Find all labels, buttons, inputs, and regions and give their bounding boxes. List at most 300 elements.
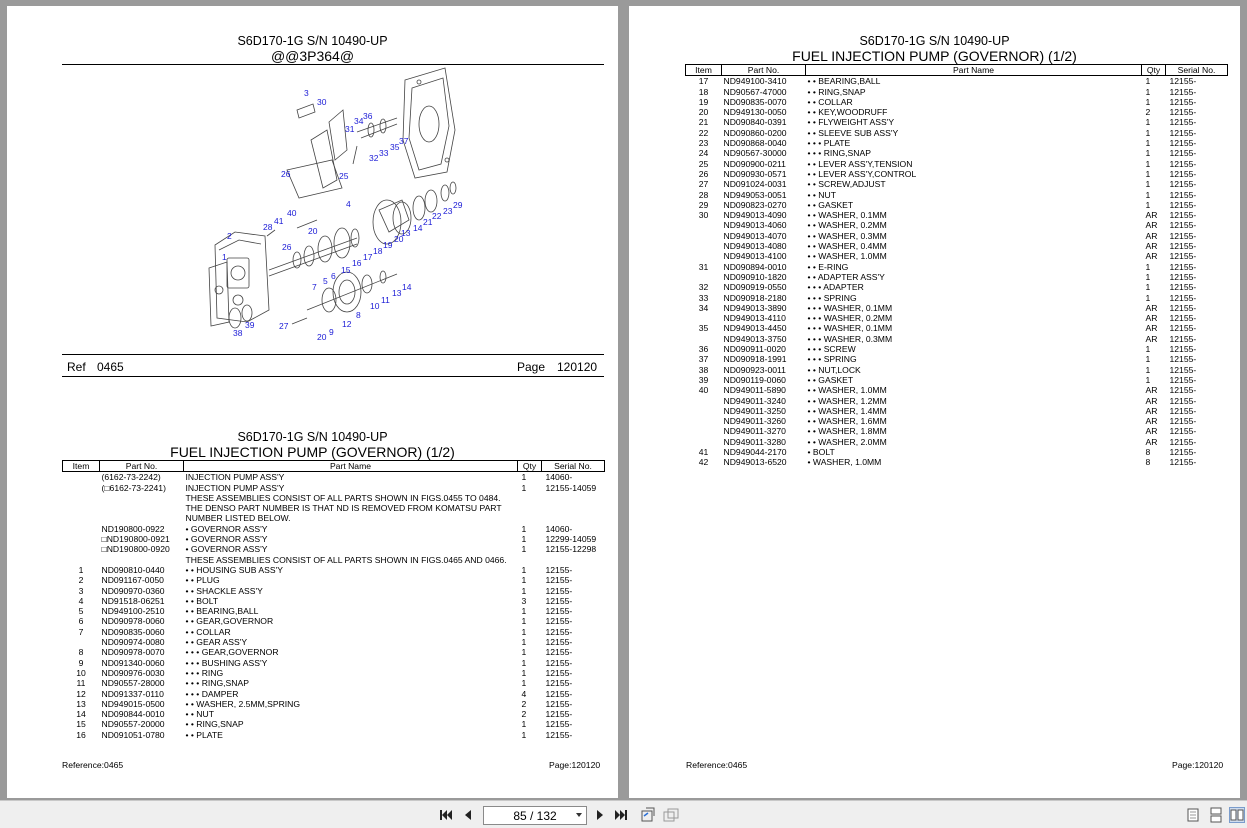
callout-14: 14 [413,223,423,233]
item-number: 1 [78,564,84,575]
quantity: 1 [521,657,527,668]
part-name: • • • WASHER, 0.2MM [807,313,893,324]
callout-20-top: 20 [308,226,318,236]
quantity: 1 [1145,76,1151,87]
quantity: 1 [1145,374,1151,385]
quantity: AR [1145,210,1158,221]
quantity: 1 [1145,168,1151,179]
table-row [686,148,1228,158]
col-qty: Qty [518,461,542,472]
callout-23: 22 [432,211,442,221]
callout-11: 11 [381,295,390,305]
table-row [686,416,1228,426]
quantity: 2 [521,698,527,709]
serial-number: 12155- [1169,436,1197,447]
table-row [686,200,1228,210]
item-number [686,437,722,447]
part-name: • • WASHER, 1.0MM [807,385,887,396]
callout-1: 1 [222,252,227,262]
item-number: 15 [76,719,86,730]
callout-16: 16 [352,258,362,268]
item-number [686,396,722,406]
part-number: ND949013-4080 [723,241,787,252]
col-part-name: Part Name [806,65,1142,76]
quantity: 3 [521,595,527,606]
table-header-title: S6D170-1G S/N 10490-UP [237,430,388,444]
rotate-view-icon[interactable] [640,807,656,823]
table-row [63,493,605,503]
callout-9: 9 [329,327,334,337]
item-number: 39 [698,374,709,385]
item-number: 32 [698,282,709,293]
part-number: (□6162-73-2241) [101,482,166,493]
ref-rule-top [62,354,604,355]
serial-number [542,503,605,524]
item-number: 23 [698,138,709,149]
quantity: AR [1145,251,1158,262]
quantity: 1 [1145,364,1151,375]
table-row [686,128,1228,138]
part-name: • • RING,SNAP [185,719,244,730]
serial-number: 12155- [1169,302,1197,313]
table-row [686,97,1228,107]
serial-number: 12155- [1169,426,1197,437]
callout-7: 7 [312,282,317,292]
table-row [686,220,1228,230]
part-name: • • FLYWEIGHT ASS'Y [807,117,895,128]
quantity: AR [1145,436,1158,447]
item-number: 25 [698,158,709,169]
part-name: • • BEARING,BALL [185,606,259,617]
item-number: 34 [698,302,709,313]
item-number: 7 [78,626,84,637]
item-number: 33 [698,292,709,303]
part-number: ND090918-1991 [723,354,787,365]
table-row [63,586,605,596]
part-number: ND090894-0010 [723,261,787,272]
part-number: ND090835-0070 [723,96,787,107]
item-number: 27 [698,179,709,190]
serial-number: 12155- [1169,446,1197,457]
part-name: • GOVERNOR ASS'Y [185,534,268,545]
table-row [686,87,1228,97]
quantity: 8 [1145,457,1151,468]
part-name: • • WASHER, 1.2MM [807,395,887,406]
table-row [686,117,1228,127]
callout-18: 18 [373,246,383,256]
quantity: 1 [1145,158,1151,169]
table-row [686,406,1228,416]
part-number: ND090868-0040 [723,138,787,149]
facing-pages-view-icon[interactable] [1229,807,1245,823]
footer-page: Page:120120 [1172,760,1224,770]
part-number: ND090911-0020 [723,344,786,355]
serial-number: 12155- [1169,138,1197,149]
part-name: • GOVERNOR ASS'Y [185,544,268,555]
part-number: ND949013-4070 [723,230,787,241]
item-number: 20 [698,107,709,118]
part-number: ND91518-06251 [101,595,165,606]
quantity: 1 [1145,117,1151,128]
table-row [686,385,1228,395]
fit-view-icon[interactable] [663,807,679,823]
quantity: 1 [1145,138,1151,149]
table-row [686,323,1228,333]
serial-number: 12155- [1169,107,1197,118]
quantity: 2 [1145,107,1151,118]
serial-number: 12155- [1169,385,1197,396]
callout-28: 27 [279,321,289,331]
part-number: ND091051-0780 [101,729,165,740]
part-number: ND949011-3260 [723,416,786,427]
callout-8: 8 [356,310,361,320]
table-row [686,262,1228,272]
part-name: • • HOUSING SUB ASS'Y [185,564,283,575]
callout-29: 28 [263,222,273,232]
item-number: 21 [698,117,709,128]
col-part-no: Part No. [722,65,806,76]
table-row [686,179,1228,189]
serial-number: 12155- [545,626,573,637]
table-row [63,524,605,534]
item-number: 13 [76,698,86,709]
callout-40: 39 [245,320,255,330]
serial-number: 14060- [545,523,573,534]
serial-number: 12155- [545,595,573,606]
callout-13-low: 13 [392,288,402,298]
prev-page-icon[interactable] [460,807,476,823]
callout-27: 26 [282,242,292,252]
quantity: AR [1145,302,1158,313]
callout-21: 20 [394,234,404,244]
table-row [686,251,1228,261]
quantity: 1 [1145,179,1151,190]
serial-number: 12155- [545,667,573,678]
part-number: ND091024-0031 [723,179,787,190]
col-serial: Serial No. [1166,65,1228,76]
part-number: ND90557-28000 [101,678,165,689]
item-number: 28 [698,189,709,200]
col-qty: Qty [1142,65,1166,76]
part-name: • • COLLAR [185,626,231,637]
part-number: ND090978-0060 [101,616,165,627]
table-row [686,293,1228,303]
next-page-icon[interactable] [592,807,608,823]
part-name: • • GEAR,GOVERNOR [185,616,274,627]
quantity: AR [1145,405,1158,416]
part-name: • • GEAR ASS'Y [185,637,248,648]
part-name: • • WASHER, 2.5MM,SPRING [185,698,301,709]
table-row [63,627,605,637]
table-row [63,596,605,606]
table-row [686,457,1228,467]
part-name: • • WASHER, 0.3MM [807,230,887,241]
part-name: • • LEVER ASS'Y,TENSION [807,158,913,169]
quantity: 1 [1145,282,1151,293]
callout-4: 4 [346,199,351,209]
table-row [63,616,605,626]
part-name: • • WASHER, 1.6MM [807,416,887,427]
col-item: Item [686,65,722,76]
serial-number: 12155- [1169,457,1197,468]
part-name: • • ADAPTER ASS'Y [807,271,885,282]
table-row [63,668,605,678]
quantity: AR [1145,323,1158,334]
part-name: • • • RING [185,667,224,678]
serial-number: 12155- [1169,364,1197,375]
part-name: • • SHACKLE ASS'Y [185,585,263,596]
quantity: 1 [1145,127,1151,138]
table-row [686,210,1228,220]
callout-26: 26 [281,169,291,179]
part-name: • • • WASHER, 0.1MM [807,323,893,334]
quantity: 1 [1145,199,1151,210]
part-name: • • WASHER, 1.0MM [807,251,887,262]
page-number-field[interactable] [483,806,587,825]
item-number: 16 [76,729,86,740]
part-number: ND090978-0070 [101,647,165,658]
part-number: ND090810-0440 [101,564,165,575]
item-number [63,534,100,544]
viewer-toolbar [0,800,1247,828]
part-name: • • GASKET [807,199,854,210]
quantity: 1 [521,616,527,627]
quantity: 1 [521,585,527,596]
item-number [686,220,722,230]
callout-38: 37 [399,136,409,146]
quantity: 1 [521,564,527,575]
quantity [518,555,542,565]
table-header-title: S6D170-1G S/N 10490-UP [859,34,1010,48]
item-number: 35 [698,323,709,334]
part-number: ND949011-3250 [723,405,786,416]
item-number: 40 [698,385,709,396]
col-part-no: Part No. [100,461,184,472]
item-number [63,483,100,493]
item-number: 4 [78,595,84,606]
serial-number: 12155- [1169,261,1197,272]
table-row [63,637,605,647]
serial-number: 12155- [1169,323,1197,334]
callout-32: 31 [345,124,355,134]
part-name: • • WASHER, 0.1MM [807,210,887,221]
callout-31: 30 [317,97,327,107]
serial-number: 12155- [1169,374,1197,385]
page-indicator: 85 / 132 [513,808,557,823]
continuous-view-icon[interactable] [1208,807,1224,823]
single-page-view-icon[interactable] [1185,807,1201,823]
table-row [63,658,605,668]
item-number [686,416,722,426]
serial-number: 12155- [1169,127,1197,138]
part-number: ND090860-0200 [723,127,787,138]
part-number: ND949013-3750 [723,333,787,344]
serial-number: 12155- [545,564,573,575]
item-number: 14 [76,709,86,720]
callout-13: 13 [401,228,411,238]
part-name: • • BOLT [185,595,219,606]
item-number: 38 [698,364,709,375]
part-number: ND090119-0060 [723,374,786,385]
item-number: 24 [698,148,709,159]
footer-reference: Reference:0465 [686,760,748,770]
serial-number [542,493,605,503]
table-row [686,437,1228,447]
part-number: ND090974-0080 [101,637,165,648]
quantity: AR [1145,395,1158,406]
item-number [63,493,100,503]
first-page-icon[interactable] [438,807,454,823]
part-number: ND090910-1820 [723,271,787,282]
callout-17: 17 [363,252,373,262]
table-row [686,282,1228,292]
part-number: ND091337-0110 [101,688,164,699]
item-number: 31 [698,261,709,272]
col-item: Item [63,461,100,472]
col-part-name: Part Name [184,461,518,472]
serial-number: 12155- [1169,230,1197,241]
quantity: 8 [1145,446,1151,457]
part-name: • • WASHER, 0.4MM [807,241,887,252]
part-name: • • • BUSHING ASS'Y [185,657,268,668]
item-number [63,524,100,534]
table-row [686,375,1228,385]
part-number: ND090976-0030 [101,667,165,678]
serial-number: 12155- [1169,344,1197,355]
serial-number: 12155- [1169,333,1197,344]
serial-number: 12155- [545,585,573,596]
table-row [63,730,605,740]
part-number: ND090918-2180 [723,292,787,303]
part-number: ND949100-3410 [723,76,787,87]
serial-number: 12155- [545,688,573,699]
part-name: • • RING,SNAP [807,86,866,97]
part-name: • • PLATE [185,729,223,740]
serial-number: 12155- [1169,416,1197,427]
serial-number: 12155- [1169,179,1197,190]
quantity: AR [1145,220,1158,231]
serial-number: 12155- [1169,148,1197,159]
item-number [686,426,722,436]
table-row [63,647,605,657]
part-name: • • SLEEVE SUB ASS'Y [807,127,899,138]
serial-number: 12155- [545,647,573,658]
table-row [63,472,605,483]
quantity: 1 [521,534,527,545]
serial-number: 12155- [545,709,573,720]
part-number: ND090970-0360 [101,585,165,596]
part-name: • • • ADAPTER [807,282,864,293]
table-row [686,365,1228,375]
table-row [686,138,1228,148]
part-number: ND090823-0270 [723,199,787,210]
item-number: 12 [76,688,86,699]
part-number: ND090930-0571 [723,168,787,179]
quantity: 1 [521,523,527,534]
item-number [686,241,722,251]
serial-number: 12155- [1169,117,1197,128]
table-row [686,107,1228,117]
table-row [686,334,1228,344]
serial-number: 12155- [1169,395,1197,406]
table-row [63,544,605,554]
quantity: 1 [521,647,527,658]
part-number [100,503,184,524]
part-number: ND949011-3240 [723,395,786,406]
page-label: Page [517,360,546,374]
part-number: ND091340-0060 [101,657,165,668]
table-row [63,565,605,575]
part-number: ND949015-0500 [101,698,165,709]
quantity: 1 [1145,96,1151,107]
quantity: AR [1145,416,1158,427]
quantity: 2 [521,709,527,720]
ref-value: 0465 [97,360,124,374]
part-name: THESE ASSEMBLIES CONSIST OF ALL PARTS SHOWN IN FIGS.0465 AND 0466. [185,554,507,565]
table-row [63,709,605,719]
quantity: 1 [521,606,527,617]
serial-number: 14060- [545,472,573,483]
callout-39: 38 [233,328,243,338]
part-number: ND090840-0391 [723,117,787,128]
serial-number: 12155- [1169,405,1197,416]
serial-number: 12155- [545,575,573,586]
callout-37: 36 [363,111,373,121]
serial-number: 12155- [1169,86,1197,97]
quantity [518,503,542,524]
part-name: INJECTION PUMP ASS'Y [185,472,285,483]
callout-10: 10 [370,301,380,311]
part-name: • • • PLATE [807,138,851,149]
callout-24: 23 [443,206,453,216]
part-name: • • E-RING [807,261,849,272]
part-number: ND90567-47000 [723,86,787,97]
callout-30: 29 [453,200,463,210]
item-number [63,472,100,483]
item-number: 36 [698,344,709,355]
item-number [63,555,100,565]
serial-number: 12155- [1169,210,1197,221]
serial-number: 12155- [1169,189,1197,200]
quantity: 1 [521,575,527,586]
item-number [686,313,722,323]
part-name: • • • WASHER, 0.3MM [807,333,893,344]
part-name: • • WASHER, 1.8MM [807,426,887,437]
part-number: ND949013-4110 [723,313,786,324]
serial-number: 12155- [1169,354,1197,365]
callout-6: 6 [331,271,336,281]
diagram-header-title: S6D170-1G S/N 10490-UP [237,34,388,48]
part-name: • • NUT [185,709,214,720]
quantity: AR [1145,230,1158,241]
item-number: 42 [698,457,709,468]
quantity: 1 [1145,271,1151,282]
part-number [100,555,184,565]
item-number [63,637,100,647]
callout-2: 2 [227,231,232,241]
page-value: 120120 [557,360,598,374]
serial-number: 12155- [1169,158,1197,169]
callout-20-bottom: 20 [317,332,327,342]
last-page-icon[interactable] [613,807,629,823]
serial-number: 12155- [1169,282,1197,293]
quantity: 1 [1145,86,1151,97]
quantity: AR [1145,333,1158,344]
quantity: 4 [521,688,527,699]
part-number: ND949011-5890 [723,385,786,396]
parts-table-left [62,460,605,740]
part-number: ND949013-6520 [723,457,787,468]
